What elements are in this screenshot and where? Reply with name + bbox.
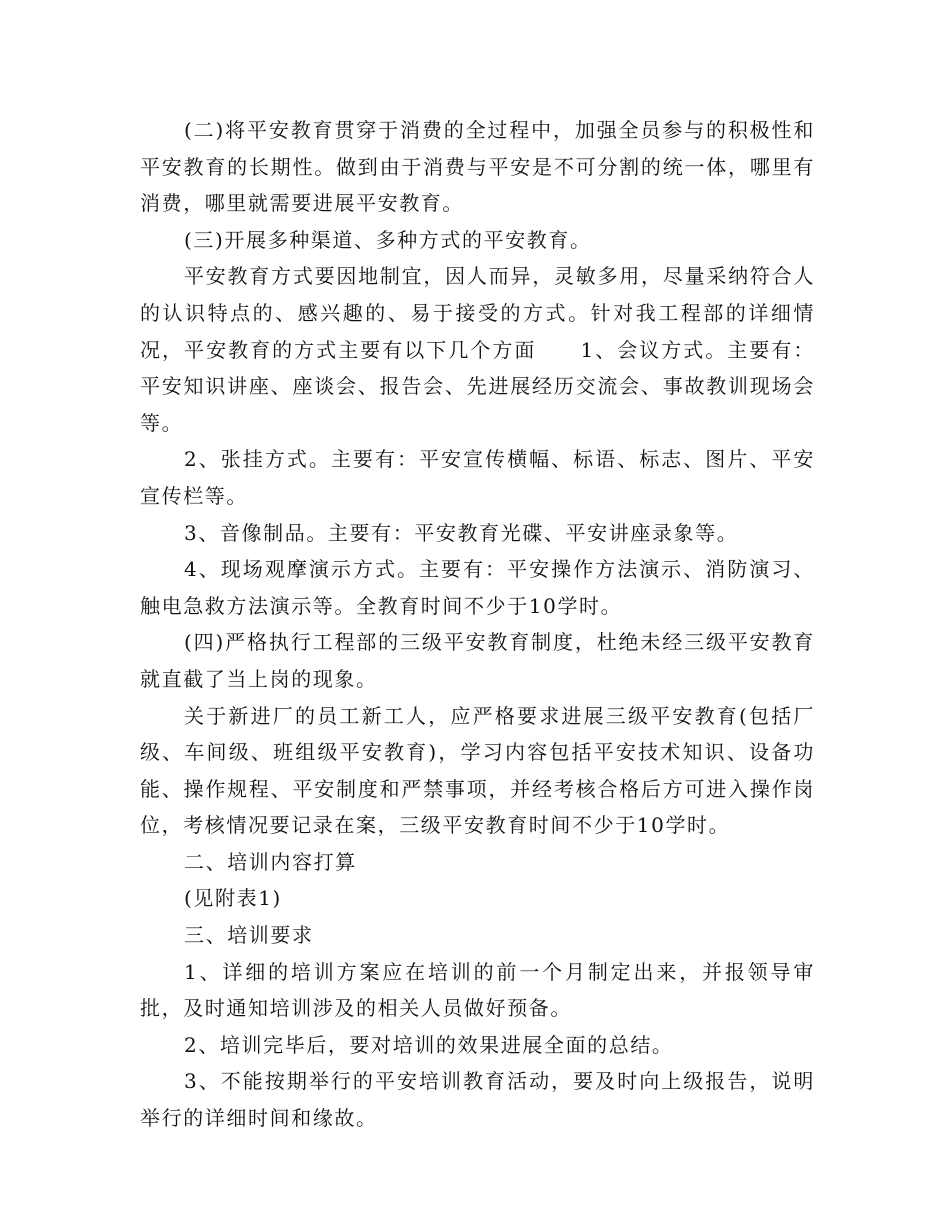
paragraph: 2、培训完毕后，要对培训的效果进展全面的总结。: [184, 1032, 674, 1057]
paragraph: (见附表1): [184, 886, 282, 911]
paragraph: 1、详细的培训方案应在培训的前一个月制定出来，并报领导审批，及时通知培训涉及的相关人员做好预备。: [140, 959, 815, 1021]
paragraph: (三)开展多种渠道、多种方式的平安教育。: [184, 227, 592, 252]
paragraph: 3、不能按期举行的平安培训教育活动，要及时向上级报告，说明举行的详细时间和缘故。: [140, 1069, 815, 1131]
paragraph: (二)将平安教育贯穿于消费的全过程中，加强全员参与的积极性和平安教育的长期性。做到由于消费与平安是不可分割的统一体，哪里有消费，哪里就需要进展平安教育。: [140, 118, 815, 216]
paragraph: (四)严格执行工程部的三级平安教育制度，杜绝未经三级平安教育就直截了当上岗的现象。: [140, 630, 815, 691]
section-heading: 二、培训内容打算: [184, 849, 357, 874]
paragraph: 平安教育方式要因地制宜，因人而异，灵敏多用，尽量采纳符合人的认识特点的、感兴趣的、易于接受的方式。针对我工程部的详细情况，平安教育的方式主要有以下几个方面 1、会议方式。主要有：平安知识讲座、座谈会、报告会、先进展经历交流会、事故教训现场会等。: [140, 264, 815, 435]
section-heading: 三、培训要求: [184, 923, 314, 948]
document-body: [140, 112, 815, 1137]
paragraph: 关于新进厂的员工新工人，应严格要求进展三级平安教育(包括厂级、车间级、班组级平安教育)，学习内容包括平安技术知识、设备功能、操作规程、平安制度和严禁事项，并经考核合格后方可进入操作岗位，考核情况要记录在案，三级平安教育时间不少于10学时。: [140, 703, 815, 838]
paragraph: 2、张挂方式。主要有：平安宣传横幅、标语、标志、图片、平安宣传栏等。: [140, 447, 815, 508]
paragraph: 3、音像制品。主要有：平安教育光碟、平安讲座录象等。: [184, 520, 739, 545]
paragraph: 4、现场观摩演示方式。主要有：平安操作方法演示、消防演习、触电急救方法演示等。全教育时间不少于10学时。: [140, 557, 815, 618]
